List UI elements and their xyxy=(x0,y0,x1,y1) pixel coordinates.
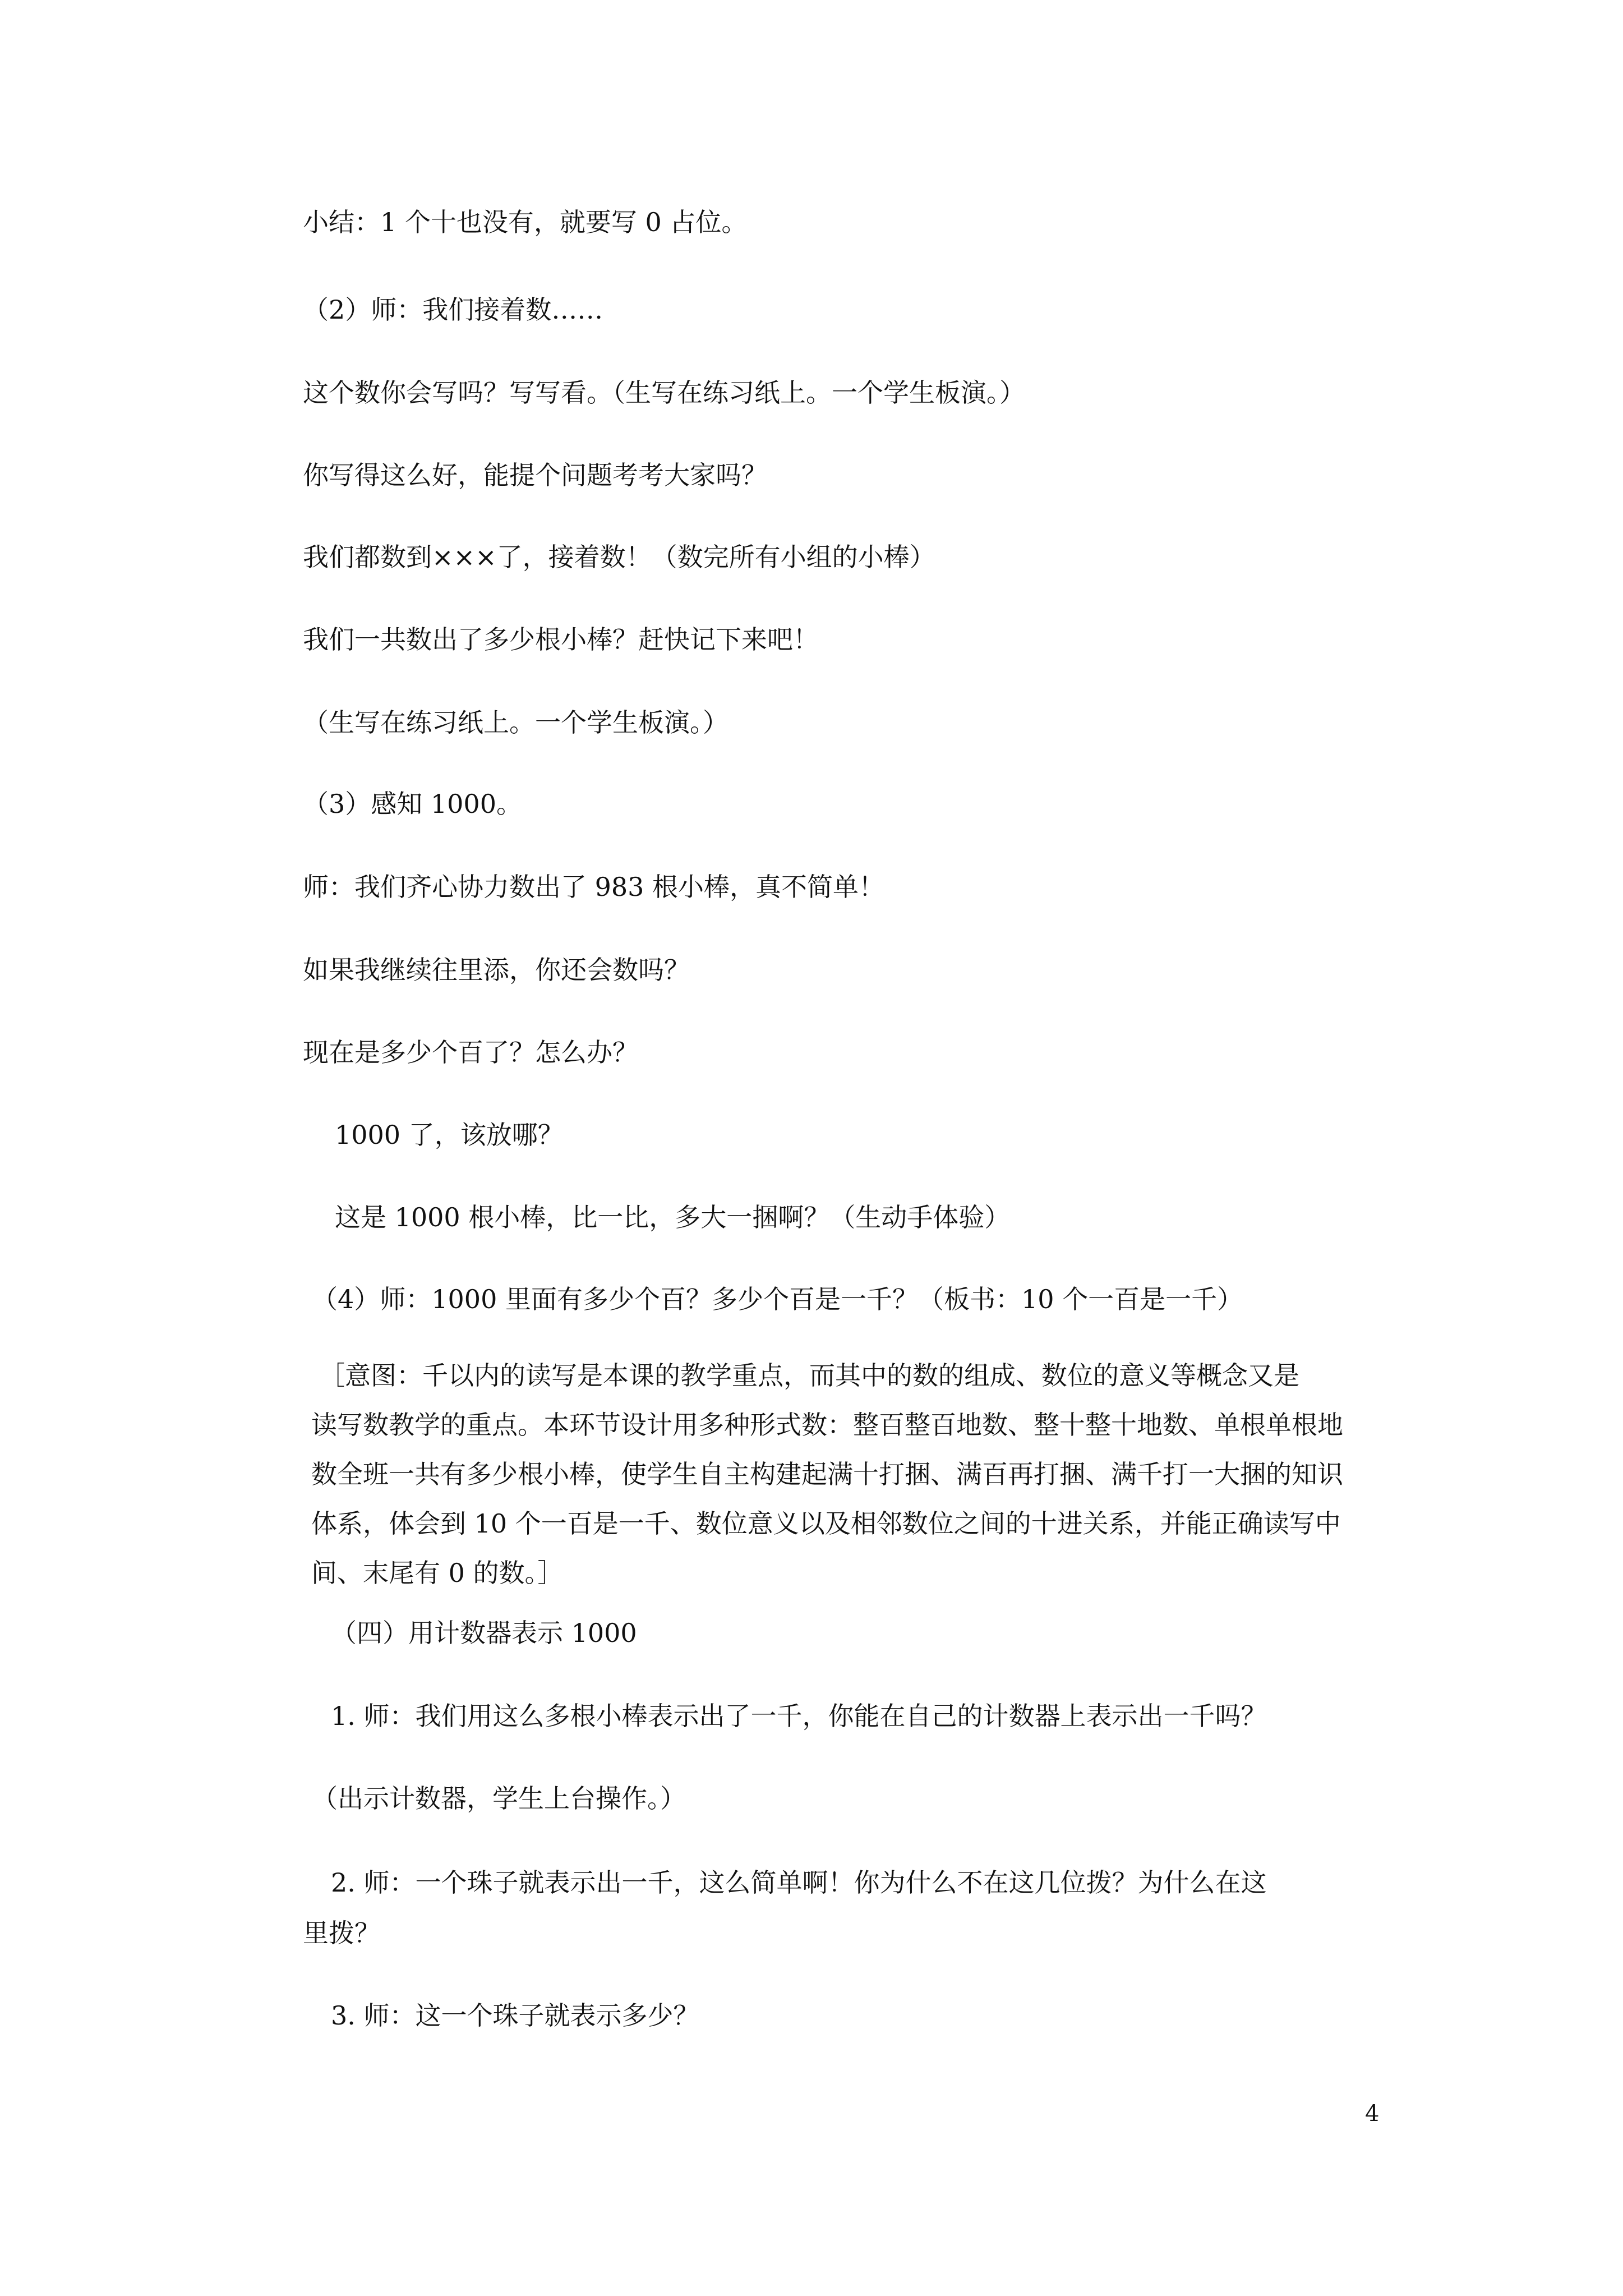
text-line: （生写在练习纸上。一个学生板演。） xyxy=(303,707,728,738)
text-line: 现在是多少个百了？怎么办？ xyxy=(303,1037,638,1068)
text-line: 师：我们齐心协力数出了 983 根小棒，真不简单！ xyxy=(303,872,885,902)
text-line: 这是 1000 根小棒，比一比，多大一捆啊？（生动手体验） xyxy=(335,1202,1011,1232)
text-line: 这个数你会写吗？写写看。（生写在练习纸上。一个学生板演。） xyxy=(303,378,1025,408)
intent-line: 间、末尾有 0 的数。］ xyxy=(311,1558,564,1588)
section-heading: （四）用计数器表示 1000 xyxy=(331,1618,637,1648)
text-line: 我们都数到×××了，接着数！（数完所有小组的小棒） xyxy=(303,542,935,572)
text-line: 我们一共数出了多少根小棒？赶快记下来吧！ xyxy=(303,624,819,655)
step-1: 1. 师：我们用这么多根小棒表示出了一千，你能在自己的计数器上表示出一千吗？ xyxy=(331,1701,1267,1731)
text-line: （3）感知 1000。 xyxy=(303,789,522,819)
page-number: 4 xyxy=(1365,2101,1380,2127)
intent-line: 读写数教学的重点。本环节设计用多种形式数：整百整百地数、整十整十地数、单根单根地 xyxy=(311,1410,1343,1440)
text-line: （4）师：1000 里面有多少个百？多少个百是一千？（板书：10 个一百是一千） xyxy=(312,1284,1243,1314)
text-line: 你写得这么好，能提个问题考考大家吗？ xyxy=(303,460,767,490)
intent-line: 数全班一共有多少根小棒，使学生自主构建起满十打捆、满百再打捆、满千打一大捆的知识 xyxy=(311,1459,1343,1489)
intent-line: ［意图：千以内的读写是本课的教学重点，而其中的数的组成、数位的意义等概念又是 xyxy=(319,1360,1299,1391)
summary-line: 小结：1 个十也没有，就要写 0 占位。 xyxy=(303,207,748,237)
intent-line: 体系，体会到 10 个一百是一千、数位意义以及相邻数位之间的十进关系，并能正确读写中 xyxy=(311,1508,1341,1539)
step-1-note: （出示计数器，学生上台操作。） xyxy=(312,1783,686,1814)
step-2-line-2: 里拨？ xyxy=(303,1918,380,1948)
text-line: 1000 了，该放哪？ xyxy=(335,1120,564,1150)
step-2-line-1: 2. 师：一个珠子就表示出一千，这么简单啊！你为什么不在这几位拨？为什么在这 xyxy=(331,1867,1267,1898)
step-3: 3. 师：这一个珠子就表示多少？ xyxy=(331,2000,699,2031)
intent-paragraph xyxy=(311,1351,1388,1598)
text-line: 如果我继续往里添，你还会数吗？ xyxy=(303,955,690,985)
text-line: （2）师：我们接着数…… xyxy=(303,295,603,325)
